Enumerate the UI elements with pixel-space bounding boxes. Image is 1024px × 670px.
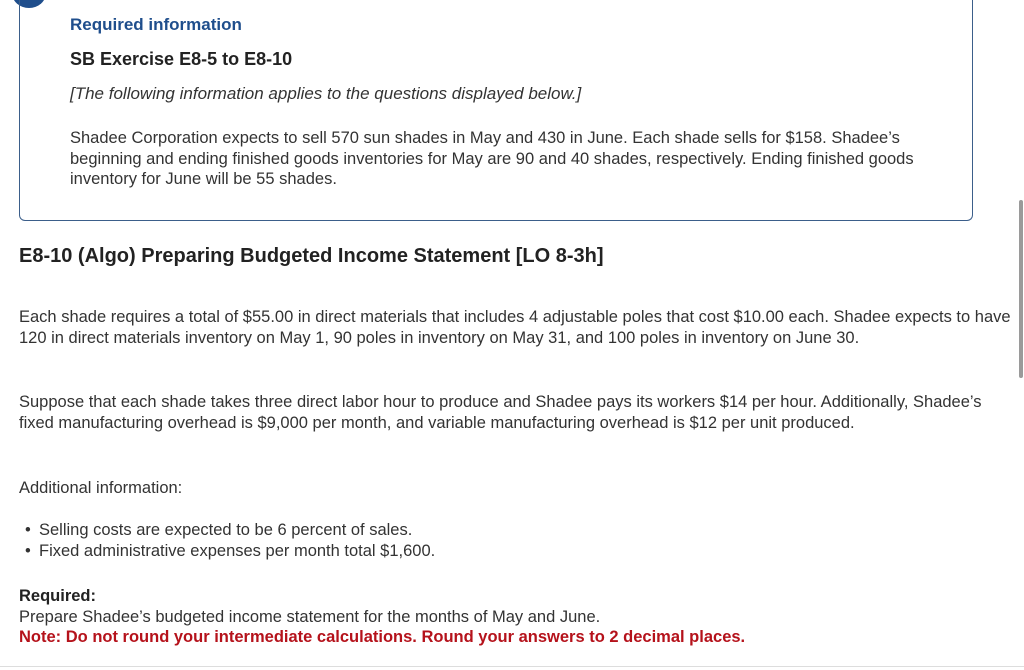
list-item: • Fixed administrative expenses per month total $1,600. xyxy=(19,541,435,562)
paragraph-direct-materials: Each shade requires a total of $55.00 in direct materials that includes 4 adjustable poles that cost $10.00 each. Shadee expects to have 120 in direct materials inventory on May 1, 90 poles in inventory on May 31, and 100 poles in inventory on June 30. xyxy=(19,308,1011,347)
vertical-scrollbar[interactable] xyxy=(1019,200,1023,378)
exercise-title: SB Exercise E8-5 to E8-10 xyxy=(70,49,293,69)
rounding-note: Note: Do not round your intermediate calculations. Round your answers to 2 decimal places. xyxy=(19,628,746,646)
additional-information-label: Additional information: xyxy=(19,479,183,497)
bottom-divider xyxy=(0,666,1024,667)
required-information-heading: Required information xyxy=(70,15,242,34)
applies-note: [The following information applies to the questions displayed below.] xyxy=(70,84,582,103)
list-item: • Selling costs are expected to be 6 percent of sales. xyxy=(19,520,435,541)
paragraph-labor-overhead: Suppose that each shade takes three direct labor hour to produce and Shadee pays its workers $14 per hour. Additionally, Shadee’s fixed manufacturing overhead is $9,000 per month, and variable manufacturing overhead is $12 per unit produced. xyxy=(19,393,982,432)
intro-text: Shadee Corporation expects to sell 570 sun shades in May and 430 in June. Each shade sells for $158. Shadee’s beginning and ending finished goods inventories for May are 90 and 40 shades, respectively. Ending finished goods inventory for June will be 55 shades. xyxy=(70,129,914,188)
required-text: Prepare Shadee’s budgeted income statement for the months of May and June. xyxy=(19,608,601,626)
problem-title: E8-10 (Algo) Preparing Budgeted Income Statement [LO 8-3h] xyxy=(19,245,604,267)
required-label: Required: xyxy=(19,587,97,605)
additional-information-list xyxy=(19,520,435,562)
